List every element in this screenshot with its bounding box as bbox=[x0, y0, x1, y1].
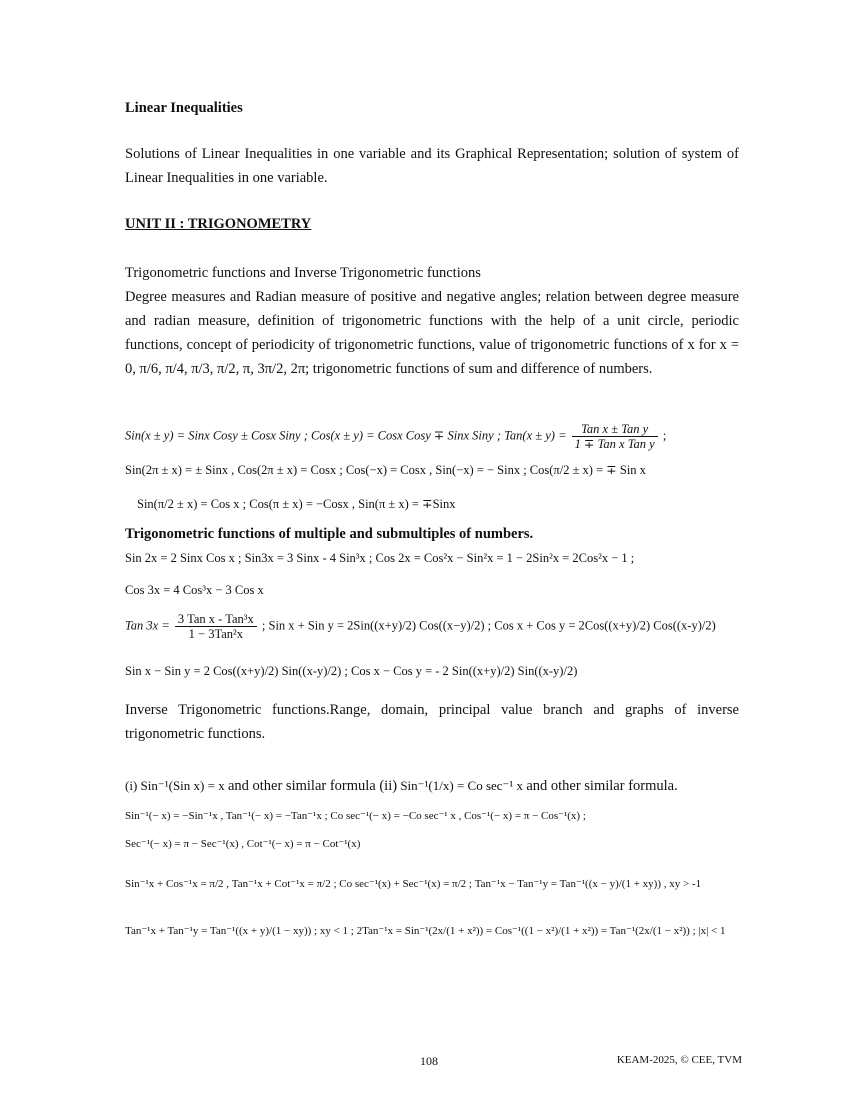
linear-inequalities-text: Solutions of Linear Inequalities in one variable and its Graphical Representation; solution of system of Linear Inequalities in one variable. bbox=[125, 146, 739, 186]
formula-line-11: Sin⁻¹x + Cos⁻¹x = π/2 , Tan⁻¹x + Cot⁻¹x = π/2 ; Co sec⁻¹(x) + Sec⁻¹(x) = π/2 ; Tan⁻¹x − Tan⁻¹y = Tan⁻¹((x − y)/(1 + xy)) , xy > -1 bbox=[125, 878, 702, 890]
formula-line-5: Cos 3x = 4 Cos³x − 3 Cos x bbox=[125, 583, 264, 597]
formula-line-9: Sin⁻¹(− x) = −Sin⁻¹x , Tan⁻¹(− x) = −Tan⁻¹x ; Co sec⁻¹(− x) = −Co sec⁻¹ x , Cos⁻¹(− x) = π − Cos⁻¹(x) ; bbox=[125, 810, 586, 822]
formula-line-7: Sin x − Sin y = 2 Cos((x+y)/2) Sin((x-y)/2) ; Cos x − Cos y = - 2 Sin((x+y)/2) Sin((x-y)/2) bbox=[125, 664, 578, 678]
formula-inverse-text-2: and other similar formula. bbox=[526, 778, 678, 794]
formula-line-12: Tan⁻¹x + Tan⁻¹y = Tan⁻¹((x + y)/(1 − xy)) ; xy < 1 ; 2Tan⁻¹x = Sin⁻¹(2x/(1 + x²)) = Cos⁻¹((1 − x²)/(1 + x²)) = Tan⁻¹(2x/(1 − x²)) ; |x| < 1 bbox=[125, 925, 726, 937]
formula-tan-num: Tan x ± Tan y bbox=[572, 422, 658, 437]
formula-tan-sum-lhs: Tan(x ± y) = bbox=[504, 428, 567, 443]
unit-heading: UNIT II : TRIGONOMETRY bbox=[125, 216, 312, 232]
formula-tan3x-den: 1 − 3Tan²x bbox=[188, 627, 244, 641]
formula-tan3x-num: 3 Tan x - Tan³x bbox=[175, 612, 257, 627]
formula-line-10: Sec⁻¹(− x) = π − Sec⁻¹(x) , Cot⁻¹(− x) = π − Cot⁻¹(x) bbox=[125, 838, 361, 850]
inverse-trig-text: Inverse Trigonometric functions.Range, domain, principal value branch and graphs of inverse trigonometric functions. bbox=[125, 702, 739, 742]
formula-line-2: Sin(2π ± x) = ± Sinx , Cos(2π ± x) = Cosx ; Cos(−x) = Cosx , Sin(−x) = − Sinx ; Cos(π/2 ± x) = ∓ Sin x bbox=[125, 463, 646, 477]
page-number: 108 bbox=[420, 1054, 438, 1068]
formula-sum-sin-cos: Sin(x ± y) = Sinx Cosy ± Cosx Siny ; Cos(x ± y) = Cosx Cosy ∓ Sinx Siny ; bbox=[125, 428, 501, 443]
formula-line-4: Sin 2x = 2 Sinx Cos x ; Sin3x = 3 Sinx - 4 Sin³x ; Cos 2x = Cos²x − Sin²x = 1 − 2Sin²x = 2Cos²x − 1 ; bbox=[125, 551, 635, 565]
formula-tan-den: 1 ∓ Tan x Tan y bbox=[574, 437, 655, 451]
formula-tan3x-lhs: Tan 3x = bbox=[125, 618, 170, 633]
formula-tan3x-fraction bbox=[175, 612, 257, 641]
multiple-angles-heading: Trigonometric functions of multiple and submultiples of numbers. bbox=[125, 526, 534, 542]
formula-line-3: Sin(π/2 ± x) = Cos x ; Cos(π ± x) = −Cosx , Sin(π ± x) = ∓Sinx bbox=[137, 497, 456, 511]
formula-line-6 bbox=[125, 612, 716, 641]
formula-sum-to-product: ; Sin x + Sin y = 2Sin((x+y)/2) Cos((x−y)/2) ; Cos x + Cos y = 2Cos((x+y)/2) Cos((x-y)/2) bbox=[261, 618, 716, 633]
footer-copyright: KEAM-2025, © CEE, TVM bbox=[616, 1054, 742, 1066]
trig-paragraph: Degree measures and Radian measure of positive and negative angles; relation between degree measure and radian measure, definition of trigonometric functions with the help of a unit circle, periodic functions, concept of periodicity of trigonometric functions, value of trigonometric functions of x for x = 0, π/6, π/4, π/3, π/2, π, 3π/2, 2π; trigonometric functions of sum and difference of numbers. bbox=[125, 289, 739, 377]
formula-line-1: Sin(x ± y) = Sinx Cosy ± Cosx Siny ; Cos(x ± y) = Cosx Cosy ∓ Sinx Siny ; Tan(x ± y) = $\frac{\text{Tan x ± Tan y}}{\text{1 ∓ Tan x Tan y}}$ ; bbox=[125, 422, 667, 451]
formula-inverse-text-1: and other similar formula (ii) bbox=[227, 778, 398, 794]
formula-inverse-i: (i) Sin⁻¹(Sin x) = x bbox=[125, 778, 225, 793]
trig-subheading: Trigonometric functions and Inverse Trigonometric functions bbox=[125, 265, 481, 281]
formula-tan-sum-fraction bbox=[572, 422, 658, 451]
formula-line-8 bbox=[125, 778, 678, 795]
heading-linear-inequalities: Linear Inequalities bbox=[125, 100, 243, 116]
formula-inverse-ii: Sin⁻¹(1/x) = Co sec⁻¹ x bbox=[400, 778, 524, 793]
